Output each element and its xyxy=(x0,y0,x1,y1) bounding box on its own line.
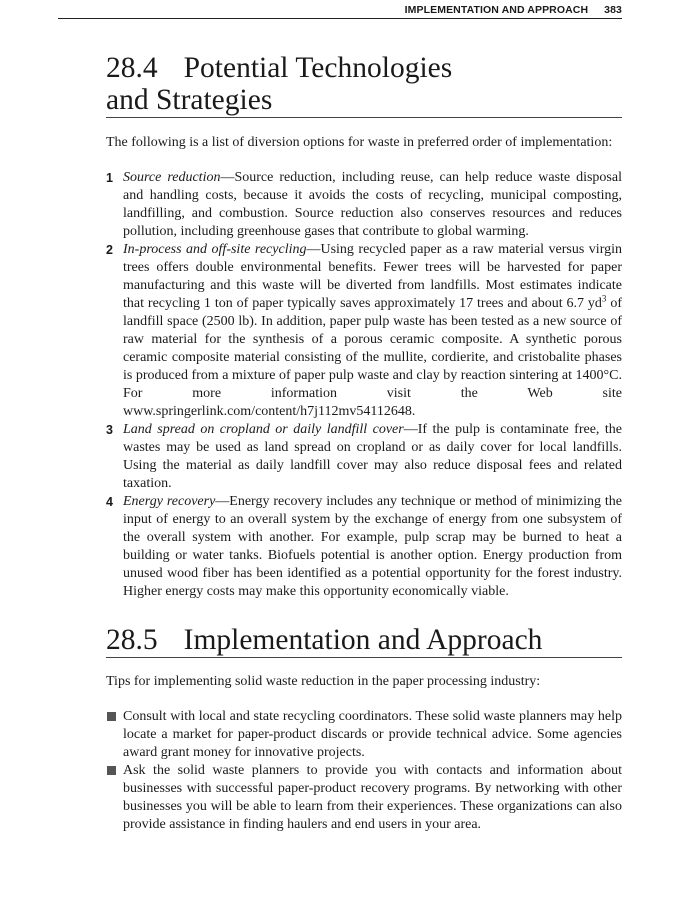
section-title-line2: and Strategies xyxy=(106,84,273,116)
tips-list xyxy=(106,708,622,834)
section-28-5-heading xyxy=(106,624,622,658)
diversion-options-list xyxy=(106,169,622,601)
square-bullet-icon xyxy=(107,766,116,775)
list-item xyxy=(106,421,622,493)
tip-text: Consult with local and state recycling coordinators. These solid waste planners may help locate a market for paper-product discards or provide technical advice. Some agencies award grant money for innovative projects. xyxy=(123,709,622,760)
running-title: IMPLEMENTATION AND APPROACH xyxy=(404,4,589,16)
item-text: —Using recycled paper as a raw material versus virgin trees offers double environmental benefits. Fewer trees will be harvested for paper manufacturing and this waste will be diverted from landfills. Most estimates indicate that recycling 1 ton of paper typically saves approximately 17 trees and about 6.7 yd xyxy=(123,242,622,311)
item-marker: 3 xyxy=(106,423,113,437)
section-28-4-heading xyxy=(106,52,622,118)
list-item xyxy=(106,169,622,241)
item-marker: 1 xyxy=(106,171,113,185)
item-term: Land spread on cropland or daily landfill cover xyxy=(123,422,404,437)
item-text: —Energy recovery includes any technique or method of minimizing the input of energy to an overall system by the exchange of energy from one subsystem of the overall system with another. For example, pulp scrap may be burned to heat a building or water tanks. Biofuels potential is another option. Energy production from unused wood fiber has been identified as a potential opportunity for the forest industry. Higher energy costs may make this opportunity economically viable. xyxy=(123,494,622,599)
item-term: Energy recovery xyxy=(123,494,216,509)
running-header xyxy=(58,4,622,19)
item-text: —Source reduction, including reuse, can help reduce waste disposal and handling costs, because it avoids the costs of recycling, municipal composting, landfilling, and combustion. Source reduction also conserves resources and reduces pollution, including greenhouse gases that contribute to global warming. xyxy=(123,170,622,239)
list-item xyxy=(106,241,622,421)
section-number: 28.4 xyxy=(106,52,158,84)
item-text: —If the pulp is contaminate free, the wastes may be used as land spread on cropland or as daily cover for local landfills. Using the material as daily landfill cover may also reduce disposal fees and related taxation. xyxy=(123,422,622,491)
page-content xyxy=(106,52,622,834)
item-marker: 4 xyxy=(106,495,113,509)
item-marker: 2 xyxy=(106,243,113,257)
list-item xyxy=(106,493,622,601)
tip-text: Ask the solid waste planners to provide you with contacts and information about businesses with successful paper-product recovery programs. By networking with other businesses you will be able to learn from their experiences. These organizations can also provide assistance in finding haulers and end users in your area. xyxy=(123,763,622,832)
item-text-continued: of landfill space (2500 lb). In addition, paper pulp waste has been tested as a new source of raw material for the synthesis of a porous ceramic composite. A synthetic porous ceramic composite material consisting of the mullite, cordierite, and cristobalite phases is produced from a mixture of paper pulp waste and clay by reaction sintering at 1400°C. For more information visit the Web site www.springerlink.com/content/h7j112mv54112648. xyxy=(123,296,622,419)
section-28-4-intro: The following is a list of diversion options for waste in preferred order of implementation: xyxy=(106,135,613,150)
section-title: Implementation and Approach xyxy=(183,624,543,656)
item-term: In-process and off-site recycling xyxy=(123,242,307,257)
list-item xyxy=(106,762,622,834)
superscript: 3 xyxy=(601,293,607,304)
list-item xyxy=(106,708,622,762)
section-number: 28.5 xyxy=(106,624,158,656)
page-number: 383 xyxy=(604,4,622,16)
section-title-line1: Potential Technologies xyxy=(183,52,453,84)
item-term: Source reduction xyxy=(123,170,221,185)
square-bullet-icon xyxy=(107,712,116,721)
section-28-5-intro: Tips for implementing solid waste reduction in the paper processing industry: xyxy=(106,674,541,689)
